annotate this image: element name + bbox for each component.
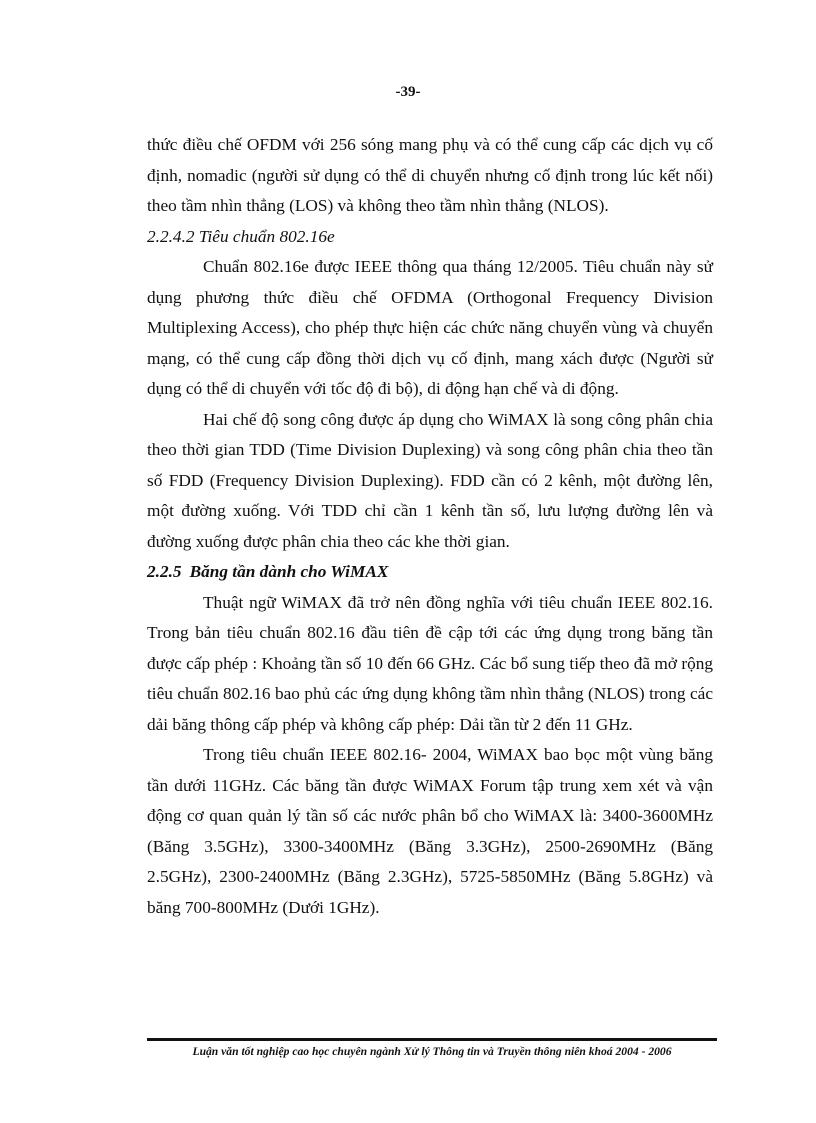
section-number: 2.2.5 bbox=[147, 562, 182, 581]
subsection-heading: 2.2.4.2 Tiêu chuẩn 802.16e bbox=[147, 226, 335, 246]
section-title: Băng tần dành cho WiMAX bbox=[189, 562, 389, 581]
paragraph-duplexing: Hai chế độ song công được áp dụng cho WiMAX là song công phân chia theo thời gian TDD (Time Division Duplexing) và song công phân chia theo tần số FDD (Frequency Division Duplexing). FDD cần có 2 kênh, một đường lên, một đường xuống. Với TDD chỉ cần 1 kênh tần số, lưu lượng đường lên và đường xuống được phân chia theo các khe thời gian. bbox=[147, 409, 713, 551]
paragraph-frequency-bands: Trong tiêu chuẩn IEEE 802.16- 2004, WiMAX bao bọc một vùng băng tần dưới 11GHz. Các băng tần được WiMAX Forum tập trung xem xét và vận động cơ quan quản lý tần số các nước phân bổ cho WiMAX là: 3400-3600MHz (Băng 3.5GHz), 3300-3400MHz (Băng 3.3GHz), 2500-2690MHz (Băng 2.5GHz), 2300-2400MHz (Băng 2.3GHz), 5725-5850MHz (Băng 5.8GHz) và băng 700-800MHz (Dưới 1GHz). bbox=[147, 745, 713, 917]
footer-caption: Luận văn tốt nghiệp cao học chuyên ngành Xử lý Thông tin và Truyền thông niên khoá 2004 - 2006 bbox=[192, 1045, 672, 1058]
section-heading bbox=[147, 557, 713, 588]
page-body bbox=[147, 130, 713, 923]
page-number: -39- bbox=[395, 84, 421, 100]
paragraph-continuation: thức điều chế OFDM với 256 sóng mang phụ và có thể cung cấp các dịch vụ cố định, nomadic (người sử dụng có thể di chuyển nhưng cố định trong lúc kết nối) theo tầm nhìn thẳng (LOS) và không theo tầm nhìn thẳng (NLOS). bbox=[147, 135, 713, 215]
paragraph-802-16e: Chuẩn 802.16e được IEEE thông qua tháng 12/2005. Tiêu chuẩn này sử dụng phương thức điều chế OFDMA (Orthogonal Frequency Division Multiplexing Access), cho phép thực hiện các chức năng chuyển vùng và chuyển mạng, có thể cung cấp đồng thời dịch vụ cố định, mang xách được (Người sử dụng có thể di chuyển với tốc độ đi bộ), di động hạn chế và di động. bbox=[147, 257, 713, 398]
paragraph-terminology: Thuật ngữ WiMAX đã trở nên đồng nghĩa với tiêu chuẩn IEEE 802.16. Trong bản tiêu chuẩn 802.16 đầu tiên đề cập tới các ứng dụng trong băng tần được cấp phép : Khoảng tần số 10 đến 66 GHz. Các bổ sung tiếp theo đã mở rộng tiêu chuẩn 802.16 bao phủ các ứng dụng không tầm nhìn thẳng (NLOS) trong các dải băng thông cấp phép và không cấp phép: Dải tần từ 2 đến 11 GHz. bbox=[147, 592, 713, 734]
footer-divider bbox=[147, 1038, 717, 1041]
